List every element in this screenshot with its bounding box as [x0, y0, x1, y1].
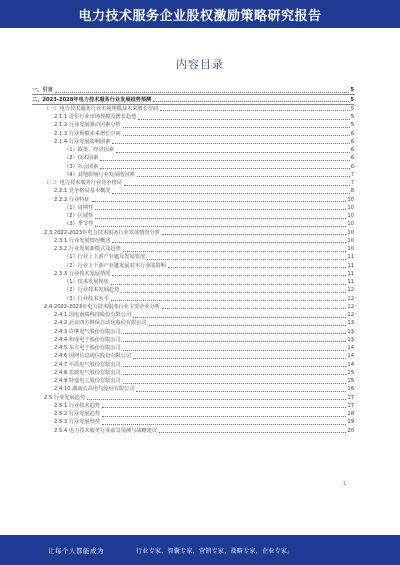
toc-entry[interactable]: [32, 129, 354, 137]
toc-entry-label: 2.4.5 东方电子股份有限公司: [54, 345, 121, 351]
toc-entry[interactable]: [32, 393, 354, 401]
toc-entry-page: 12: [347, 287, 354, 294]
toc-leader-dots: [162, 234, 346, 235]
toc-entry-page: 10: [347, 221, 354, 228]
toc-entry-label: （3）行业技术水平: [64, 295, 109, 302]
toc-entry[interactable]: [32, 278, 354, 286]
toc-leader-dots: [133, 358, 346, 359]
toc-entry-label: 2.2.1 竞争格局基本概况: [54, 188, 111, 195]
toc-entry[interactable]: [32, 327, 354, 335]
toc-entry[interactable]: [32, 426, 354, 434]
toc-leader-dots: [100, 160, 349, 161]
toc-entry-page: 5: [350, 96, 354, 103]
toc-entry-label: 2.5.3 行业发展壁垒: [54, 419, 100, 426]
toc-leader-dots: [160, 110, 350, 111]
toc-entry-label: 二、2023-2028年电力技术服务行业发展趋势预测: [32, 96, 152, 103]
toc-leader-dots: [124, 185, 350, 186]
toc-entry[interactable]: [32, 204, 354, 212]
toc-entry-page: 7: [350, 180, 354, 186]
toc-entry-page: 10: [347, 246, 354, 252]
toc-entry-label: 2.3.3 行业技术发展情况: [54, 270, 111, 277]
toc-entry[interactable]: [32, 187, 354, 195]
toc-leader-dots: [112, 242, 346, 243]
toc-entry[interactable]: [32, 261, 354, 269]
toc-entry-label: 2.1.1 近年行业市场规模及增长趋势: [54, 114, 137, 120]
toc-entry-page: 20: [347, 427, 354, 434]
toc-entry-label: （2）区域性: [64, 213, 94, 219]
toc-leader-dots: [123, 350, 347, 351]
toc-entry-label: 2.4.7 平高电气股份有限公司: [54, 361, 121, 368]
toc-entry[interactable]: [32, 237, 354, 245]
toc-entry[interactable]: [32, 146, 354, 154]
toc-leader-dots: [147, 259, 346, 260]
toc-leader-dots: [95, 209, 346, 210]
page-number: 1: [342, 481, 346, 487]
toc-leader-dots: [123, 251, 347, 252]
toc-leader-dots: [87, 399, 346, 400]
toc-entry-page: 15: [347, 369, 354, 376]
toc-entry-page: 12: [347, 312, 354, 318]
toc-entry-label: （2）行业上下游产业链发展对本行业的影响: [64, 262, 166, 269]
toc-entry-page: 12: [347, 295, 354, 302]
toc-leader-dots: [95, 218, 346, 219]
toc-entry[interactable]: [32, 154, 354, 162]
toc-entry[interactable]: [32, 360, 354, 368]
toc-leader-dots: [133, 317, 346, 318]
toc-entry[interactable]: [32, 86, 354, 95]
toc-entry[interactable]: [32, 402, 354, 410]
toc-entry-page: 5: [350, 114, 354, 120]
toc-entry-page: 12: [347, 303, 354, 310]
toc-leader-dots: [55, 92, 350, 93]
toc-leader-dots: [95, 226, 346, 227]
toc-leader-dots: [112, 193, 349, 194]
report-footer: [0, 535, 400, 565]
toc-entry-page: 10: [347, 213, 354, 219]
toc-entry-label: （3）社会因素: [64, 163, 99, 170]
toc-entry-label: 2.3 2022-2023年电力技术服务行业发展情况分析: [44, 229, 160, 236]
toc-entry[interactable]: [32, 228, 354, 236]
toc-entry[interactable]: [32, 220, 354, 228]
toc-entry-label: 2.4.6 国网信息通信股份有限公司: [54, 353, 132, 360]
toc-leader-dots: [136, 391, 346, 392]
toc-entry-label: 2.4.2 北京四方继保自动化股份有限公司: [54, 320, 147, 327]
toc-entry-page: 14: [347, 353, 354, 360]
toc-leader-dots: [112, 143, 349, 144]
toc-entry-page: 17: [347, 402, 354, 409]
toc-entry-page: 6: [350, 163, 354, 170]
toc-entry-label: （1）行业上下游产业链及发展状况: [64, 254, 146, 261]
toc-leader-dots: [159, 432, 346, 433]
toc-entry[interactable]: [32, 336, 354, 344]
toc-entry-page: 5: [350, 105, 354, 112]
toc-entry-page: 14: [347, 361, 354, 368]
footer-tags: 行业专家，智囊专家，营销专家，战略专家，企业专家。: [136, 547, 294, 555]
toc-entry-page: 5: [350, 87, 354, 94]
toc-entry-label: （一）电力技术服务行业市场规模及未来增长空间: [44, 105, 159, 112]
document-page: [0, 28, 400, 535]
toc-leader-dots: [123, 135, 350, 136]
toc-entry[interactable]: [32, 270, 354, 278]
toc-entry-label: 2.5.4 电力技术服务行业前景预测与战略建议: [54, 427, 158, 434]
toc-entry-page: 16: [347, 386, 354, 393]
toc-entry-label: （1）技术发展现状: [64, 279, 109, 285]
toc-entry-label: 2.1.3 行业规模未来增长空间: [54, 130, 121, 137]
toc-entry-page: 15: [347, 378, 354, 384]
toc-entry-page: 8: [350, 188, 354, 195]
toc-entry-label: 2.1.2 行业发展驱动因素分析: [54, 122, 121, 129]
toc-leader-dots: [92, 201, 347, 202]
toc-leader-dots: [162, 308, 346, 309]
toc-entry-label: 2.3.1 行业发展情况概述: [54, 237, 111, 244]
toc-entry-page: 10: [347, 237, 354, 244]
toc-entry-label: 2.4.8 思源电气股份有限公司: [54, 369, 121, 376]
toc-entry-label: 2.5.1 行业技术趋势: [54, 402, 100, 409]
toc-leader-dots: [168, 267, 347, 268]
toc-entry-page: 6: [350, 147, 354, 153]
toc-entry-page: 17: [347, 394, 354, 401]
toc-entry[interactable]: [32, 303, 354, 311]
toc-leader-dots: [112, 275, 346, 276]
report-header: [0, 0, 400, 28]
toc-entry[interactable]: [32, 410, 354, 418]
toc-leader-dots: [123, 374, 347, 375]
toc-entry[interactable]: [32, 245, 354, 253]
toc-entry[interactable]: [32, 138, 354, 146]
toc-entry[interactable]: [32, 311, 354, 319]
toc-entry-label: 2.4.1 国电南瑞科技股份有限公司: [54, 312, 132, 318]
toc-entry[interactable]: [32, 369, 354, 377]
toc-entry-label: （1）政策、经济因素: [64, 147, 114, 153]
toc-leader-dots: [102, 416, 346, 417]
toc-entry-page: 11: [347, 270, 354, 277]
toc-entry[interactable]: [32, 377, 354, 385]
toc-entry-label: 2.2.2 行业特征: [54, 196, 90, 203]
footer-slogan: 让每个人都能成为: [48, 546, 104, 555]
toc-entry-label: 2.5.2 行业发展趋势: [54, 411, 100, 417]
toc-leader-dots: [121, 292, 346, 293]
toc-leader-dots: [102, 424, 346, 425]
toc-entry[interactable]: [32, 286, 354, 294]
toc-entry-label: （4）其他影响行业发展的因素: [64, 171, 135, 178]
toc-entry[interactable]: [32, 418, 354, 426]
toc-entry[interactable]: [32, 162, 354, 170]
toc-entry-label: 2.5 行业发展趋势: [44, 394, 86, 401]
toc-entry[interactable]: [32, 319, 354, 327]
toc-leader-dots: [137, 176, 350, 177]
toc-entry-page: 10: [347, 204, 354, 211]
toc-leader-dots: [123, 383, 347, 384]
toc-entry[interactable]: [32, 195, 354, 203]
toc-entry[interactable]: [32, 212, 354, 220]
toc-entry-label: 2.4.9 特变电工股份有限公司: [54, 378, 121, 384]
toc-leader-dots: [111, 300, 347, 301]
toc-entry-label: （2）技术因素: [64, 155, 99, 162]
toc-entry-page: 18: [347, 411, 354, 417]
toc-leader-dots: [123, 333, 347, 334]
toc-entry[interactable]: [32, 179, 354, 187]
toc-leader-dots: [123, 366, 347, 367]
toc-entry[interactable]: [32, 352, 354, 360]
toc-leader-dots: [116, 152, 350, 153]
toc-entry-label: （2）行业技术发展趋势: [64, 287, 120, 294]
report-title: 电力技术服务企业股权激励策略研究报告: [78, 8, 322, 24]
toc-entry-label: 2.4.4 积成电子股份有限公司: [54, 336, 121, 343]
toc-entry-label: 2.1.4 行业发展影响因素: [54, 138, 111, 145]
toc-entry[interactable]: [32, 253, 354, 261]
toc-entry-label: （3）季节性: [64, 221, 94, 228]
toc-entry-label: 一、引言: [32, 87, 53, 94]
toc-leader-dots: [123, 341, 347, 342]
toc-entry[interactable]: [32, 385, 354, 393]
toc-entry-label: 2.4.3 许继电气股份有限公司: [54, 328, 121, 335]
toc-leader-dots: [111, 284, 347, 285]
toc-entry-page: 13: [347, 320, 354, 327]
toc-entry[interactable]: [32, 294, 354, 302]
toc-entry-page: 6: [350, 130, 354, 137]
toc-entry[interactable]: [32, 95, 354, 104]
toc-entry[interactable]: [32, 171, 354, 179]
toc-entry-page: 11: [347, 279, 354, 285]
toc-entry-page: 10: [347, 196, 354, 203]
toc-entry-label: 2.4.10 湖南长高电气股份有限公司: [54, 386, 135, 393]
toc-entry-page: 7: [350, 171, 354, 178]
toc-entry-page: 19: [347, 419, 354, 426]
toc-entry-page: 10: [347, 229, 354, 236]
toc-entry-page: 13: [347, 336, 354, 343]
toc-leader-dots: [138, 119, 349, 120]
toc-entry[interactable]: [32, 344, 354, 352]
toc-entry-page: 13: [347, 328, 354, 335]
toc-entry-page: 6: [350, 155, 354, 162]
toc-entry-page: 11: [347, 254, 354, 261]
toc-entry[interactable]: [32, 113, 354, 121]
toc-entry-label: 2.4 2022-2023年电力技术服务行业主要企业分析: [44, 303, 160, 310]
toc-entry-page: 6: [350, 138, 354, 145]
table-of-contents: [32, 86, 354, 435]
toc-entry-page: 11: [347, 262, 354, 269]
toc-leader-dots: [100, 168, 349, 169]
toc-entry-label: （1）周期性: [64, 204, 94, 211]
toc-leader-dots: [149, 325, 347, 326]
toc-entry-label: 2.3.2 行业发展新模式及趋势: [54, 246, 121, 252]
toc-entry[interactable]: [32, 121, 354, 129]
toc-entry-label: （二）电力技术服务行业竞争格局: [44, 180, 122, 186]
toc-leader-dots: [102, 407, 346, 408]
toc-entry-page: 5: [350, 122, 354, 129]
toc-entry-page: 14: [347, 345, 354, 351]
toc-leader-dots: [153, 101, 349, 102]
toc-entry[interactable]: [32, 105, 354, 113]
toc-heading: 内容目录: [176, 58, 224, 71]
toc-leader-dots: [123, 127, 350, 128]
